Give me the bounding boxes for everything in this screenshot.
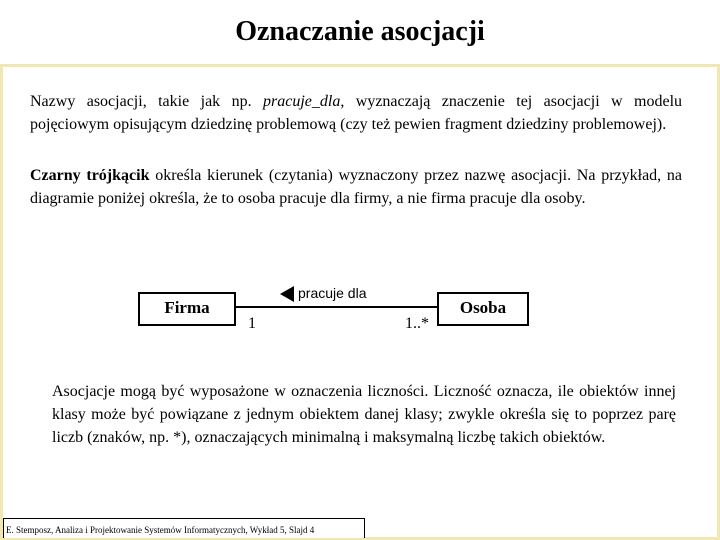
title-divider [0, 64, 720, 67]
paragraph-multiplicity: Asocjacje mogą być wyposażone w oznaczenia liczności. Liczność oznacza, ile obiektów innej klasy może być powiązane z jednym obiektem danej klasy; zwykle określa się to poprzez parę liczb (znaków, np. *), oznaczających minimalną i maksymalną liczbę takich obiektów. [52, 383, 676, 446]
slide-footer: E. Stemposz, Analiza i Projektowanie Systemów Informatycznych, Wykład 5, Slajd 4 [6, 525, 315, 535]
p1-text-before: Nazwy asocjacji, takie jak np. [30, 93, 264, 110]
multiplicity-left: 1 [248, 315, 256, 332]
association-line [234, 306, 437, 308]
p2-bold-term: Czarny trójkącik [30, 167, 150, 184]
paragraph-black-triangle [30, 164, 682, 210]
p2-text-after: określa kierunek (czytania) wyznaczony przez nazwę asocjacji. Na przykład, na diagramie poniżej określa, że to osoba pracuje dla firmy, a nie firma pracuje dla osoby. [30, 167, 682, 207]
paragraph-association-names [30, 90, 682, 136]
p1-italic-example: pracuje_dla [263, 93, 341, 110]
direction-triangle-icon [280, 286, 294, 302]
association-name: pracuje dla [298, 285, 367, 301]
multiplicity-right: 1..* [405, 315, 429, 332]
class-box-firma: Firma [138, 292, 236, 326]
class-box-osoba: Osoba [437, 292, 529, 326]
p1-text-after: , wyznaczają znaczenie tej asocjacji w modelu pojęciowym opisującym dziedzinę problemową (czy też pewien fragment dziedziny problemowej). [30, 93, 683, 133]
frame-left-border [0, 64, 3, 540]
slide-title: Oznaczanie asocjacji [235, 16, 485, 47]
